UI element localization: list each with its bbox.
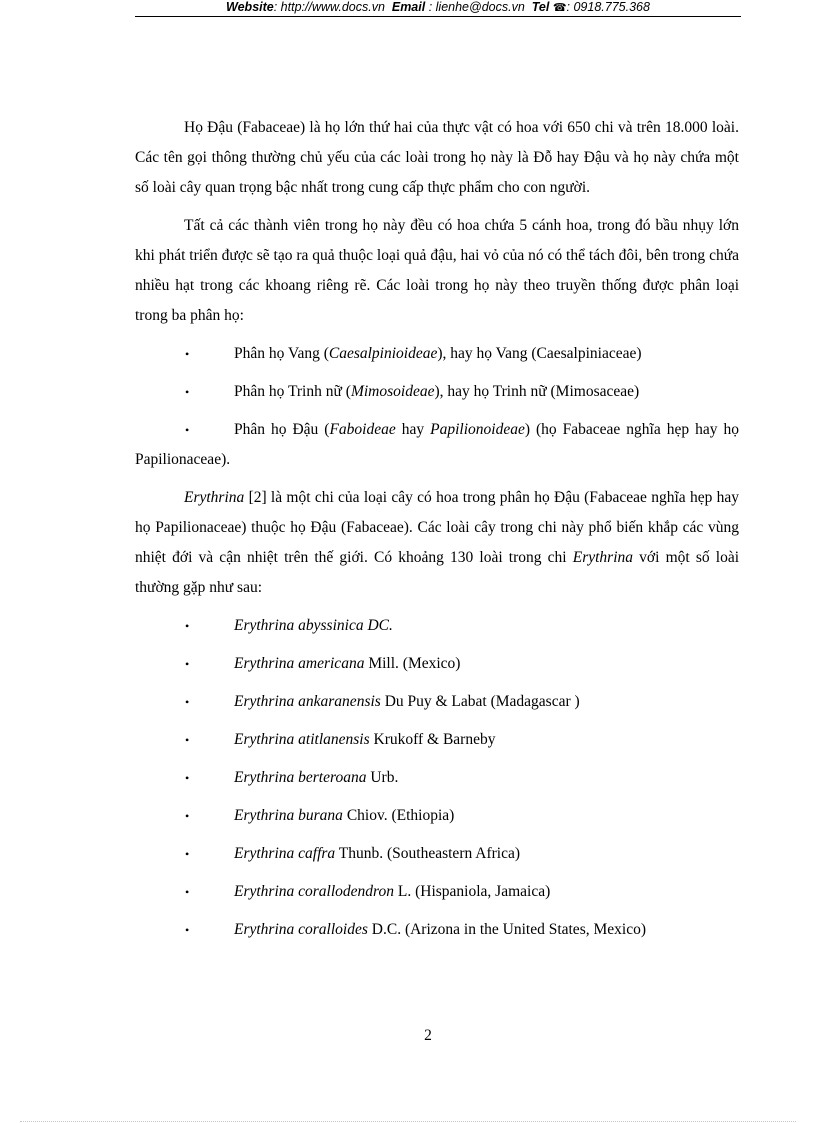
list-item: • Erythrina coralloides D.C. (Arizona in the United States, Mexico) bbox=[135, 915, 739, 945]
email-value: : lienhe@docs.vn bbox=[425, 0, 525, 14]
bullet-icon: • bbox=[185, 695, 190, 709]
bullet-icon: • bbox=[185, 385, 190, 399]
list-item: • Erythrina berteroana Urb. bbox=[135, 763, 739, 793]
bullet-icon: • bbox=[185, 619, 190, 633]
page-number: 2 bbox=[424, 1027, 432, 1044]
list-item: • Phân họ Đậu (Faboideae hay Papilionoideae) (họ Fabaceae nghĩa hẹp hay họ Papilionaceae). bbox=[135, 415, 739, 475]
paragraph-fabaceae-intro: Họ Đậu (Fabaceae) là họ lớn thứ hai của thực vật có hoa với 650 chi và trên 18.000 loài. Các tên gọi thông thường chủ yếu của các loài trong họ này là Đỗ hay Đậu và họ này chứa một số loài cây quan trọng bậc nhất trong cung cấp thực phẩm cho con người. bbox=[135, 119, 739, 196]
website-label: Website bbox=[226, 0, 274, 14]
bullet-icon: • bbox=[185, 885, 190, 899]
bullet-icon: • bbox=[185, 657, 190, 671]
bullet-icon: • bbox=[185, 847, 190, 861]
list-item: • Erythrina corallodendron L. (Hispaniola, Jamaica) bbox=[135, 877, 739, 907]
subfamily-list bbox=[135, 339, 739, 475]
list-item: • Erythrina ankaranensis Du Puy & Labat (Madagascar ) bbox=[135, 687, 739, 717]
bullet-icon: • bbox=[185, 923, 190, 937]
bullet-icon: • bbox=[185, 347, 190, 361]
bullet-icon: • bbox=[185, 771, 190, 785]
list-item: • Erythrina americana Mill. (Mexico) bbox=[135, 649, 739, 679]
paragraph-erythrina: Erythrina [2] là một chi của loại cây có hoa trong phân họ Đậu (Fabaceae nghĩa hẹp hay họ Papilionaceae) thuộc họ Đậu (Fabaceae). Các loài cây trong chi này phổ biến khắp các vùng nhiệt đới và cận nhiệt trên thế giới. Có khoảng 130 loài trong chi Erythrina với một số loài thường gặp như sau: bbox=[135, 489, 740, 596]
bullet-icon: • bbox=[185, 423, 190, 437]
list-item: • Erythrina abyssinica DC. bbox=[135, 611, 739, 641]
list-item: • Erythrina caffra Thunb. (Southeastern Africa) bbox=[135, 839, 739, 869]
list-item: • Erythrina atitlanensis Krukoff & Barneby bbox=[135, 725, 739, 755]
paragraph-fabaceae-members: Tất cả các thành viên trong họ này đều có hoa chứa 5 cánh hoa, trong đó bầu nhụy lớn khi phát triển được sẽ tạo ra quả thuộc loại quả đậu, hai vỏ của nó có thể tách đôi, bên trong chứa nhiều hạt trong các khoang riêng rẽ. Các loài trong họ này theo truyền thống được phân loại trong ba phân họ: bbox=[135, 217, 739, 324]
footer-divider bbox=[20, 1121, 796, 1122]
species-list bbox=[135, 611, 739, 945]
list-item: • Phân họ Vang (Caesalpinioideae), hay họ Vang (Caesalpiniaceae) bbox=[135, 339, 739, 369]
list-item: • Erythrina burana Chiov. (Ethiopia) bbox=[135, 801, 739, 831]
tel-label: Tel bbox=[531, 0, 550, 14]
bullet-icon: • bbox=[185, 733, 190, 747]
tel-value: : 0918.775.368 bbox=[566, 0, 650, 14]
document-body bbox=[135, 113, 739, 953]
email-label: Email bbox=[391, 0, 426, 14]
website-value: : http://www.docs.vn bbox=[273, 0, 385, 14]
page-header bbox=[135, 0, 741, 17]
list-item: • Phân họ Trinh nữ (Mimosoideae), hay họ Trinh nữ (Mimosaceae) bbox=[135, 377, 739, 407]
bullet-icon: • bbox=[185, 809, 190, 823]
phone-icon: ☎ bbox=[552, 2, 567, 14]
